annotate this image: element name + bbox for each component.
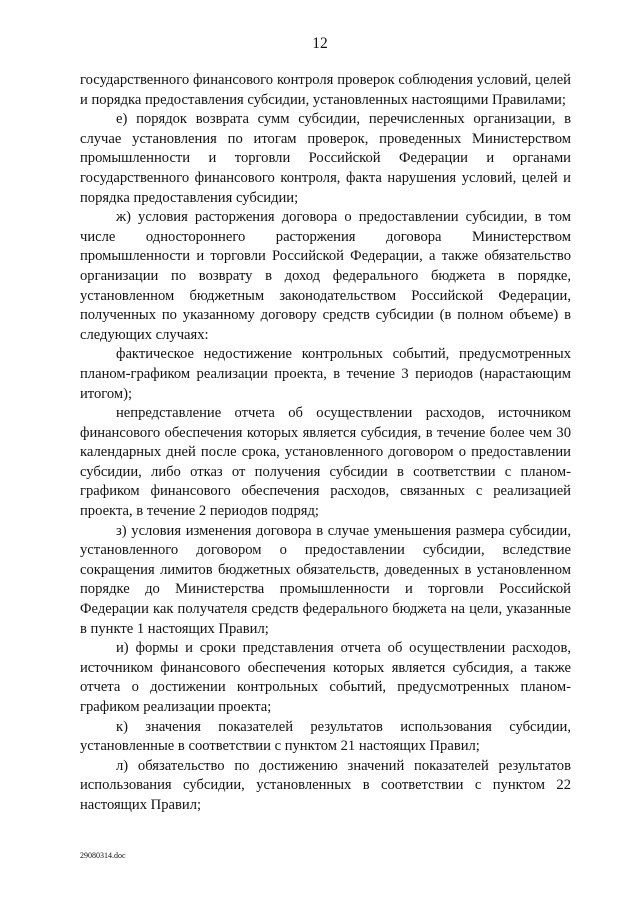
paragraph-case-control-events: фактическое недостижение контрольных событий, предусмотренных планом-графиком реализации проекта, в течение 3 периодов (нарастающим итогом); — [80, 346, 571, 402]
paragraph-item-k: к) значения показателей результатов использования субсидии, установленные в соответствии с пунктом 21 настоящих Правил; — [80, 718, 571, 755]
page-number: 12 — [312, 35, 328, 52]
paragraph-item-zh: ж) условия расторжения договора о предоставлении субсидии, в том числе одностороннего расторжения договора Министерством промышленности и торговли Российской Федерации, а также обязательство организации по возврату в доход федерального бюджета в порядке, установленном бюджетным законодательством Российской Федерации, полученных по указанному договору средств субсидии (в полном объеме) в следующих случаях: — [80, 209, 571, 343]
document-body — [80, 71, 571, 816]
paragraph-item-z: з) условия изменения договора в случае уменьшения размера субсидии, установленного договором о предоставлении субсидии, вследствие сокращения лимитов бюджетных обязательств, доведенных в установленном порядке до Министерства промышленности и торговли Российской Федерации как получателя средств федерального бюджета на цели, указанные в пункте 1 настоящих Правил; — [80, 522, 571, 637]
paragraph-item-i: и) формы и сроки представления отчета об осуществлении расходов, источником финансового обеспечения которых является субсидия, а также отчета о достижении контрольных событий, предусмотренных планом-графиком реализации проекта; — [80, 640, 571, 715]
paragraph-item-e: е) порядок возврата сумм субсидии, перечисленных организации, в случае установления по итогам проверок, проведенных Министерством промышленности и торговли Российской Федерации и органами государственного финансового контроля, факта нарушения условий, целей и порядка предоставления субсидии; — [80, 111, 571, 206]
footer-doc-code: 29080314.doc — [80, 851, 126, 860]
paragraph-item-l: л) обязательство по достижению значений показателей результатов использования субсидии, установленных в соответствии с пунктом 22 настоящих Правил; — [80, 757, 571, 813]
paragraph-continuation: государственного финансового контроля проверок соблюдения условий, целей и порядка предоставления субсидии, установленных настоящими Правилами; — [80, 72, 571, 108]
paragraph-case-report-failure: непредставление отчета об осуществлении расходов, источником финансового обеспечения которых является субсидия, в течение более чем 30 календарных дней после срока, установленного договором о предоставлении субсидии, либо отказ от получения субсидии в соответствии с планом-графиком финансового обеспечения расходов, связанных с реализацией проекта, в течение 2 периодов подряд; — [80, 405, 571, 520]
